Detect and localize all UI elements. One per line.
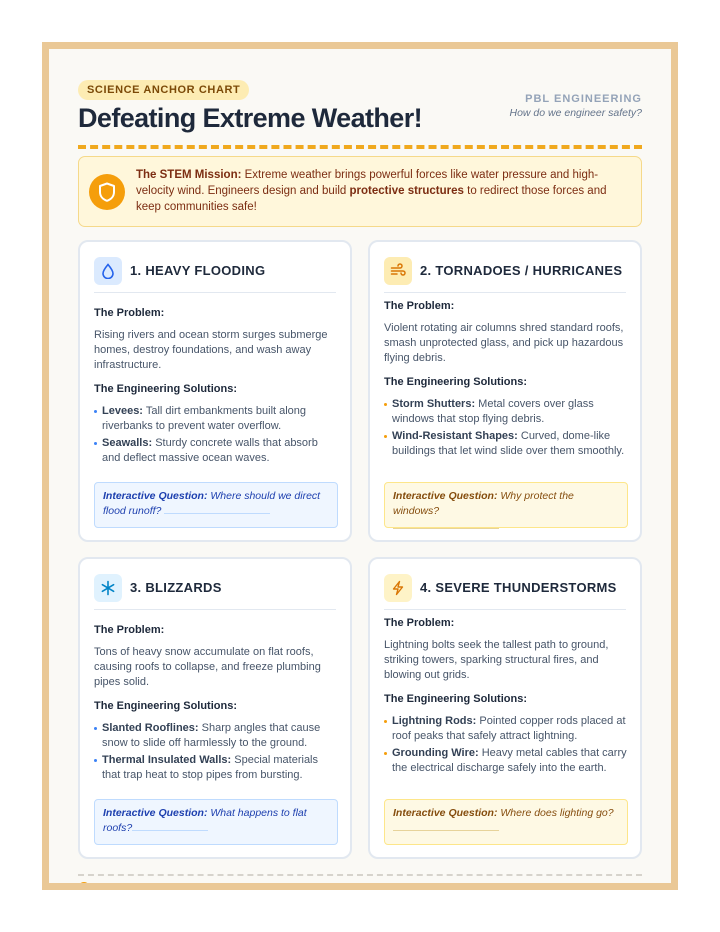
question-label: Interactive Question:: [103, 490, 208, 502]
page-title: Defeating Extreme Weather!: [78, 103, 423, 133]
card-title: 2. TORNADOES / HURRICANES: [420, 263, 623, 278]
solution-name: Seawalls:: [102, 437, 153, 450]
mission-text: [136, 167, 634, 215]
answer-blank[interactable]: [164, 504, 270, 514]
footer-divider: [78, 874, 642, 876]
solution-text: Tall dirt embankments built along riverbanks to prevent water overflow.: [102, 405, 307, 432]
interactive-question[interactable]: [94, 799, 338, 845]
question-label: Interactive Question:: [393, 807, 498, 819]
interactive-question[interactable]: [384, 482, 628, 528]
org-subtitle: How do we engineer safety?: [509, 107, 642, 119]
card-tornadoes-hurricanes: [368, 240, 642, 542]
question-text: Where should we direct flood runoff?: [103, 490, 321, 517]
question-text: Why protect the windows?: [393, 490, 574, 517]
card-header: [94, 574, 336, 610]
problem-label: The Problem:: [94, 624, 165, 636]
card-title: 1. HEAVY FLOODING: [130, 263, 266, 278]
problem-label: The Problem:: [94, 307, 165, 319]
solution-name: Grounding Wire:: [392, 747, 479, 760]
solution-text: Sharp angles that cause snow to slide off harmlessly to the ground.: [102, 722, 321, 749]
shield-icon: [89, 174, 125, 210]
mission-box: [78, 156, 642, 227]
header: [78, 49, 642, 151]
footer-activity: [78, 882, 356, 890]
problem-text: Lightning bolts seek the tallest path to ground, striking towers, sparking structural fires, and blowing out grids.: [384, 639, 609, 681]
list-item: [384, 714, 628, 743]
card-heavy-flooding: [78, 240, 352, 542]
question-text: What happens to flat roofs?: [103, 807, 307, 834]
solution-text: Special materials that trap heat to stop pipes from bursting.: [102, 754, 319, 781]
category-tag: SCIENCE ANCHOR CHART: [78, 80, 249, 100]
header-divider: [78, 145, 642, 149]
solution-text: Curved, dome-like buildings that let wind slide over them smoothly.: [392, 430, 625, 457]
water-drop-icon: [94, 257, 122, 285]
card-header: [384, 574, 626, 610]
card-header: [384, 257, 626, 293]
solution-name: Levees:: [102, 405, 143, 417]
solution-name: Slanted Rooflines:: [102, 722, 199, 734]
question-label: Interactive Question:: [393, 490, 498, 502]
problem-label: The Problem:: [384, 300, 455, 312]
mission-highlight: protective structures: [349, 185, 464, 197]
problem-text: Tons of heavy snow accumulate on flat roofs, causing roofs to collapse, and freeze plumbing pipes solid.: [94, 646, 321, 688]
list-item: [94, 753, 338, 782]
wind-icon: [384, 257, 412, 285]
info-circle-icon: [78, 882, 90, 890]
solution-name: Thermal Insulated Walls:: [102, 754, 232, 767]
solutions-label: The Engineering Solutions:: [94, 383, 237, 395]
sheet-content: [78, 49, 642, 890]
solution-text: Heavy metal cables that carry the electrical discharge safely into the earth.: [392, 747, 627, 774]
solutions-label: The Engineering Solutions:: [94, 700, 237, 712]
solutions-list: [384, 397, 628, 461]
solution-name: Storm Shutters:: [392, 398, 476, 410]
card-title: 3. BLIZZARDS: [130, 580, 222, 595]
question-text: Where does lighting go?: [497, 807, 614, 819]
lightning-icon: [384, 574, 412, 602]
answer-blank[interactable]: [393, 519, 499, 529]
answer-blank[interactable]: [393, 821, 499, 831]
solution-text: Pointed copper rods placed at roof peaks that safely attract lightning.: [392, 715, 626, 742]
interactive-question[interactable]: [384, 799, 628, 845]
list-item: [384, 429, 628, 458]
list-item: [94, 721, 338, 750]
interactive-question[interactable]: [94, 482, 338, 528]
solutions-list: [384, 714, 628, 778]
snowflake-icon: [94, 574, 122, 602]
card-severe-thunderstorms: [368, 557, 642, 859]
card-blizzards: [78, 557, 352, 859]
solutions-label: The Engineering Solutions:: [384, 376, 527, 388]
solution-name: Wind-Resistant Shapes:: [392, 430, 518, 443]
mission-body-2: to redirect those forces and keep communities safe!: [136, 185, 607, 213]
problem-text: Violent rotating air columns shred standard roofs, smash unprotected glass, and pick up hazardous flying debris.: [384, 322, 624, 364]
mission-label: The STEM Mission:: [136, 169, 242, 181]
problem-label: The Problem:: [384, 617, 455, 629]
org-label: PBL ENGINEERING: [525, 93, 642, 105]
solution-name: Lightning Rods:: [392, 715, 477, 727]
footer-activity-text: Class Activity: Fill in the interactive blanks together!: [95, 883, 357, 890]
list-item: [384, 397, 628, 426]
answer-blank[interactable]: [132, 821, 208, 831]
solutions-label: The Engineering Solutions:: [384, 693, 527, 705]
problem-text: Rising rivers and ocean storm surges submerge homes, destroy foundations, and wash away infrastructure.: [94, 329, 328, 371]
list-item: [94, 404, 338, 433]
footer-project: WEATHER-READY TOWN PBL: [482, 882, 642, 890]
card-header: [94, 257, 336, 293]
solutions-list: [94, 404, 338, 468]
question-label: Interactive Question:: [103, 807, 208, 819]
solutions-list: [94, 721, 338, 785]
solution-text: Metal covers over glass windows that stop flying debris.: [392, 398, 594, 425]
solution-text: Sturdy concrete walls that absorb and deflect massive ocean waves.: [102, 437, 318, 464]
list-item: [94, 436, 338, 465]
list-item: [384, 746, 628, 775]
mission-body-1: Extreme weather brings powerful forces like water pressure and high-velocity wind. Engineers design and build: [136, 169, 599, 197]
card-title: 4. SEVERE THUNDERSTORMS: [420, 580, 617, 595]
anchor-chart-sheet: [42, 42, 678, 890]
